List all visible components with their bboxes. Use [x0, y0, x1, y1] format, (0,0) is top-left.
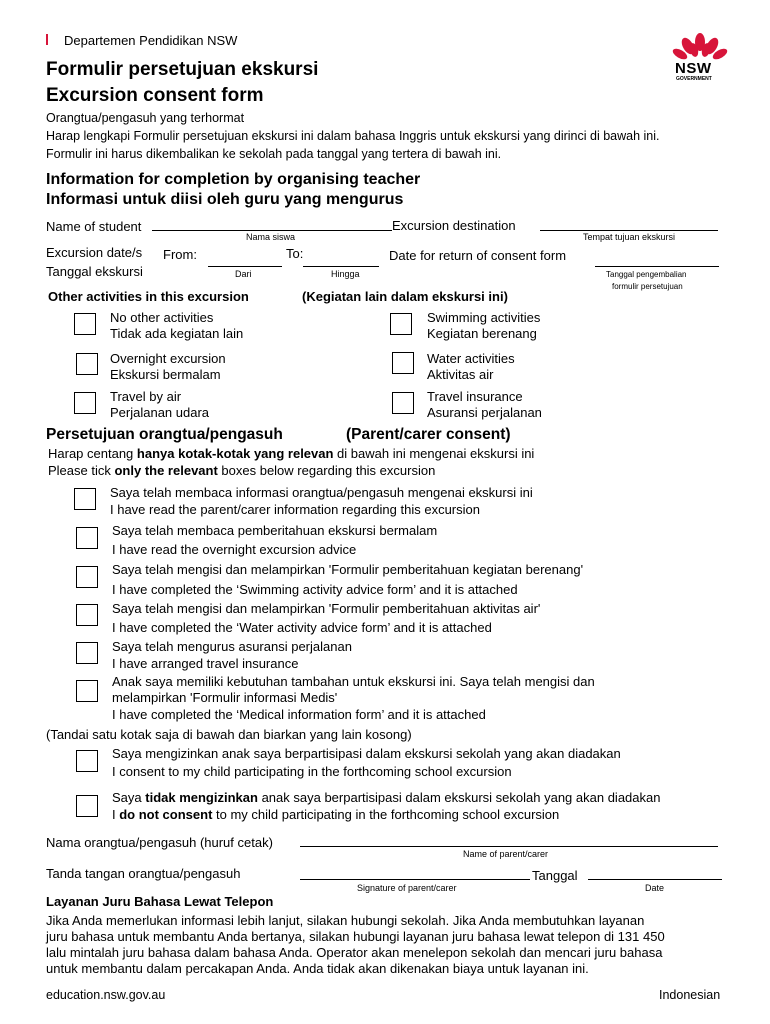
- activities-heading: Other activities in this excursion: [48, 289, 249, 304]
- swimming-activities-en: Swimming activities: [427, 310, 541, 325]
- medical-form-checkbox[interactable]: [76, 680, 98, 702]
- tick-one-instruction: (Tandai satu kotak saja di bawah dan biarkan yang lain kosong): [46, 727, 412, 742]
- no-other-activities-en: No other activities: [110, 310, 214, 325]
- parent-name-label: Nama orangtua/pengasuh (huruf cetak): [46, 835, 273, 850]
- student-name-label: Name of student: [46, 219, 142, 234]
- water-activities-en: Water activities: [427, 351, 515, 366]
- consent-allow-id: Saya mengizinkan anak saya berpartisipasi dalam ekskursi sekolah yang akan diadakan: [112, 746, 621, 761]
- consent-instruction-id: Harap centang hanya kotak-kotak yang relevan di bawah ini mengenai ekskursi ini: [48, 446, 535, 461]
- to-date-field[interactable]: [303, 266, 379, 267]
- parent-signature-field[interactable]: [300, 879, 530, 880]
- consent-heading-en: (Parent/carer consent): [346, 426, 511, 443]
- overnight-excursion-checkbox[interactable]: [76, 353, 98, 375]
- swimming-form-checkbox[interactable]: [76, 566, 98, 588]
- consent-allow-checkbox[interactable]: [76, 750, 98, 772]
- teacher-heading-en: Information for completion by organising teacher: [46, 171, 421, 188]
- read-overnight-advice-checkbox[interactable]: [76, 527, 98, 549]
- interpreter-text-3: lalu mintalah juru bahasa dalam bahasa Anda. Operator akan menelepon sekolah dan mencari juru bahasa: [46, 945, 663, 960]
- consent-deny-checkbox[interactable]: [76, 795, 98, 817]
- destination-label: Excursion destination: [392, 218, 516, 233]
- overnight-excursion-en: Overnight excursion: [110, 351, 226, 366]
- travel-insurance-arranged-en: I have arranged travel insurance: [112, 656, 299, 671]
- medical-form-en: I have completed the ‘Medical information form’ and it is attached: [112, 707, 486, 722]
- water-activities-id: Aktivitas air: [427, 367, 494, 382]
- parent-name-field[interactable]: [300, 846, 718, 847]
- water-form-en: I have completed the ‘Water activity advice form’ and it is attached: [112, 620, 492, 635]
- travel-by-air-id: Perjalanan udara: [110, 405, 210, 420]
- water-activities-checkbox[interactable]: [392, 352, 414, 374]
- overnight-excursion-id: Ekskursi bermalam: [110, 367, 221, 382]
- interpreter-heading: Layanan Juru Bahasa Lewat Telepon: [46, 894, 274, 909]
- read-overnight-advice-id: Saya telah membaca pemberitahuan ekskursi bermalam: [112, 523, 438, 538]
- medical-form-id-1: Anak saya memiliki kebutuhan tambahan untuk ekskursi ini. Saya telah mengisi dan: [112, 674, 595, 689]
- destination-field[interactable]: [540, 230, 718, 231]
- travel-by-air-en: Travel by air: [110, 389, 182, 404]
- interpreter-text-2: juru bahasa untuk membantu Anda bertanya, silakan hubungi layanan juru bahasa lewat telepon di 131 450: [46, 929, 665, 944]
- parent-name-sublabel: Name of parent/carer: [463, 849, 549, 859]
- swimming-form-en: I have completed the ‘Swimming activity advice form’ and it is attached: [112, 582, 518, 597]
- title-indonesian: Formulir persetujuan ekskursi: [46, 59, 319, 80]
- return-date-label: Date for return of consent form: [389, 248, 567, 263]
- interpreter-text-4: untuk membantu dalam percakapan Anda. Anda tidak akan dikenakan biaya untuk layanan ini.: [46, 961, 589, 976]
- return-date-field[interactable]: [595, 266, 719, 267]
- from-date-field[interactable]: [208, 266, 282, 267]
- consent-heading-id: Persetujuan orangtua/pengasuh: [46, 426, 283, 443]
- intro-instruction: Harap lengkapi Formulir persetujuan ekskursi ini dalam bahasa Inggris untuk ekskursi yang dirinci di bawah ini.: [46, 129, 660, 143]
- swimming-form-id: Saya telah mengisi dan melampirkan 'Formulir pemberitahuan kegiatan berenang': [112, 562, 584, 577]
- swimming-activities-checkbox[interactable]: [390, 313, 412, 335]
- travel-insurance-arranged-id: Saya telah mengurus asuransi perjalanan: [112, 639, 352, 654]
- date-label: Tanggal: [532, 868, 578, 883]
- medical-form-id-2: melampirkan 'Formulir informasi Medis': [112, 690, 338, 705]
- intro-greeting: Orangtua/pengasuh yang terhormat: [46, 111, 245, 125]
- student-name-field[interactable]: [152, 230, 392, 231]
- activities-heading-id: (Kegiatan lain dalam ekskursi ini): [302, 289, 508, 304]
- excursion-date-label-en: Excursion date/s: [46, 245, 143, 260]
- no-other-activities-id: Tidak ada kegiatan lain: [110, 326, 244, 341]
- consent-deny-en: I do not consent to my child participating in the forthcoming school excursion: [112, 807, 560, 822]
- parent-signature-label: Tanda tangan orangtua/pengasuh: [46, 866, 241, 881]
- read-parent-info-checkbox[interactable]: [74, 488, 96, 510]
- travel-by-air-checkbox[interactable]: [74, 392, 96, 414]
- parent-signature-sublabel: Signature of parent/carer: [357, 883, 457, 893]
- consent-deny-id: Saya tidak mengizinkan anak saya berpartisipasi dalam ekskursi sekolah yang akan diadakan: [112, 790, 661, 805]
- footer-language: Indonesian: [659, 988, 721, 1002]
- travel-insurance-en: Travel insurance: [427, 389, 523, 404]
- from-label: From:: [163, 247, 197, 262]
- consent-allow-en: I consent to my child participating in the forthcoming school excursion: [112, 764, 512, 779]
- swimming-activities-id: Kegiatan berenang: [427, 326, 537, 341]
- return-sublabel-1: Tanggal pengembalian: [606, 270, 687, 279]
- travel-insurance-checkbox[interactable]: [392, 392, 414, 414]
- water-form-checkbox[interactable]: [76, 604, 98, 626]
- nsw-logo-text: NSW: [675, 60, 712, 77]
- to-label: To:: [286, 246, 304, 261]
- department-name: Departemen Pendidikan NSW: [64, 33, 238, 48]
- read-parent-info-en: I have read the parent/carer information regarding this excursion: [110, 502, 480, 517]
- destination-sublabel: Tempat tujuan ekskursi: [583, 232, 676, 242]
- to-sublabel: Hingga: [331, 269, 360, 279]
- no-other-activities-checkbox[interactable]: [74, 313, 96, 335]
- consent-instruction-en: Please tick only the relevant boxes below regarding this excursion: [48, 463, 436, 478]
- footer-website-link[interactable]: education.nsw.gov.au: [46, 988, 166, 1002]
- from-sublabel: Dari: [235, 269, 252, 279]
- student-name-sublabel: Nama siswa: [246, 232, 296, 242]
- travel-insurance-id: Asuransi perjalanan: [427, 405, 542, 420]
- return-sublabel-2: formulir persetujuan: [612, 282, 683, 291]
- excursion-date-label-id: Tanggal ekskursi: [46, 264, 143, 279]
- teacher-heading-id: Informasi untuk diisi oleh guru yang mengurus: [46, 191, 404, 208]
- travel-insurance-arranged-checkbox[interactable]: [76, 642, 98, 664]
- date-sublabel: Date: [645, 883, 665, 893]
- header-accent-bar: [46, 34, 48, 45]
- water-form-id: Saya telah mengisi dan melampirkan 'Formulir pemberitahuan aktivitas air': [112, 601, 541, 616]
- read-overnight-advice-en: I have read the overnight excursion advice: [112, 542, 357, 557]
- read-parent-info-id: Saya telah membaca informasi orangtua/pengasuh mengenai ekskursi ini: [110, 485, 533, 500]
- government-logo-text: GOVERNMENT: [676, 76, 712, 82]
- interpreter-text-1: Jika Anda memerlukan informasi lebih lanjut, silakan hubungi sekolah. Jika Anda membutuhkan layanan: [46, 913, 645, 928]
- title-english: Excursion consent form: [46, 85, 264, 106]
- intro-return-note: Formulir ini harus dikembalikan ke sekolah pada tanggal yang tertera di bawah ini.: [46, 147, 502, 161]
- date-field[interactable]: [588, 879, 722, 880]
